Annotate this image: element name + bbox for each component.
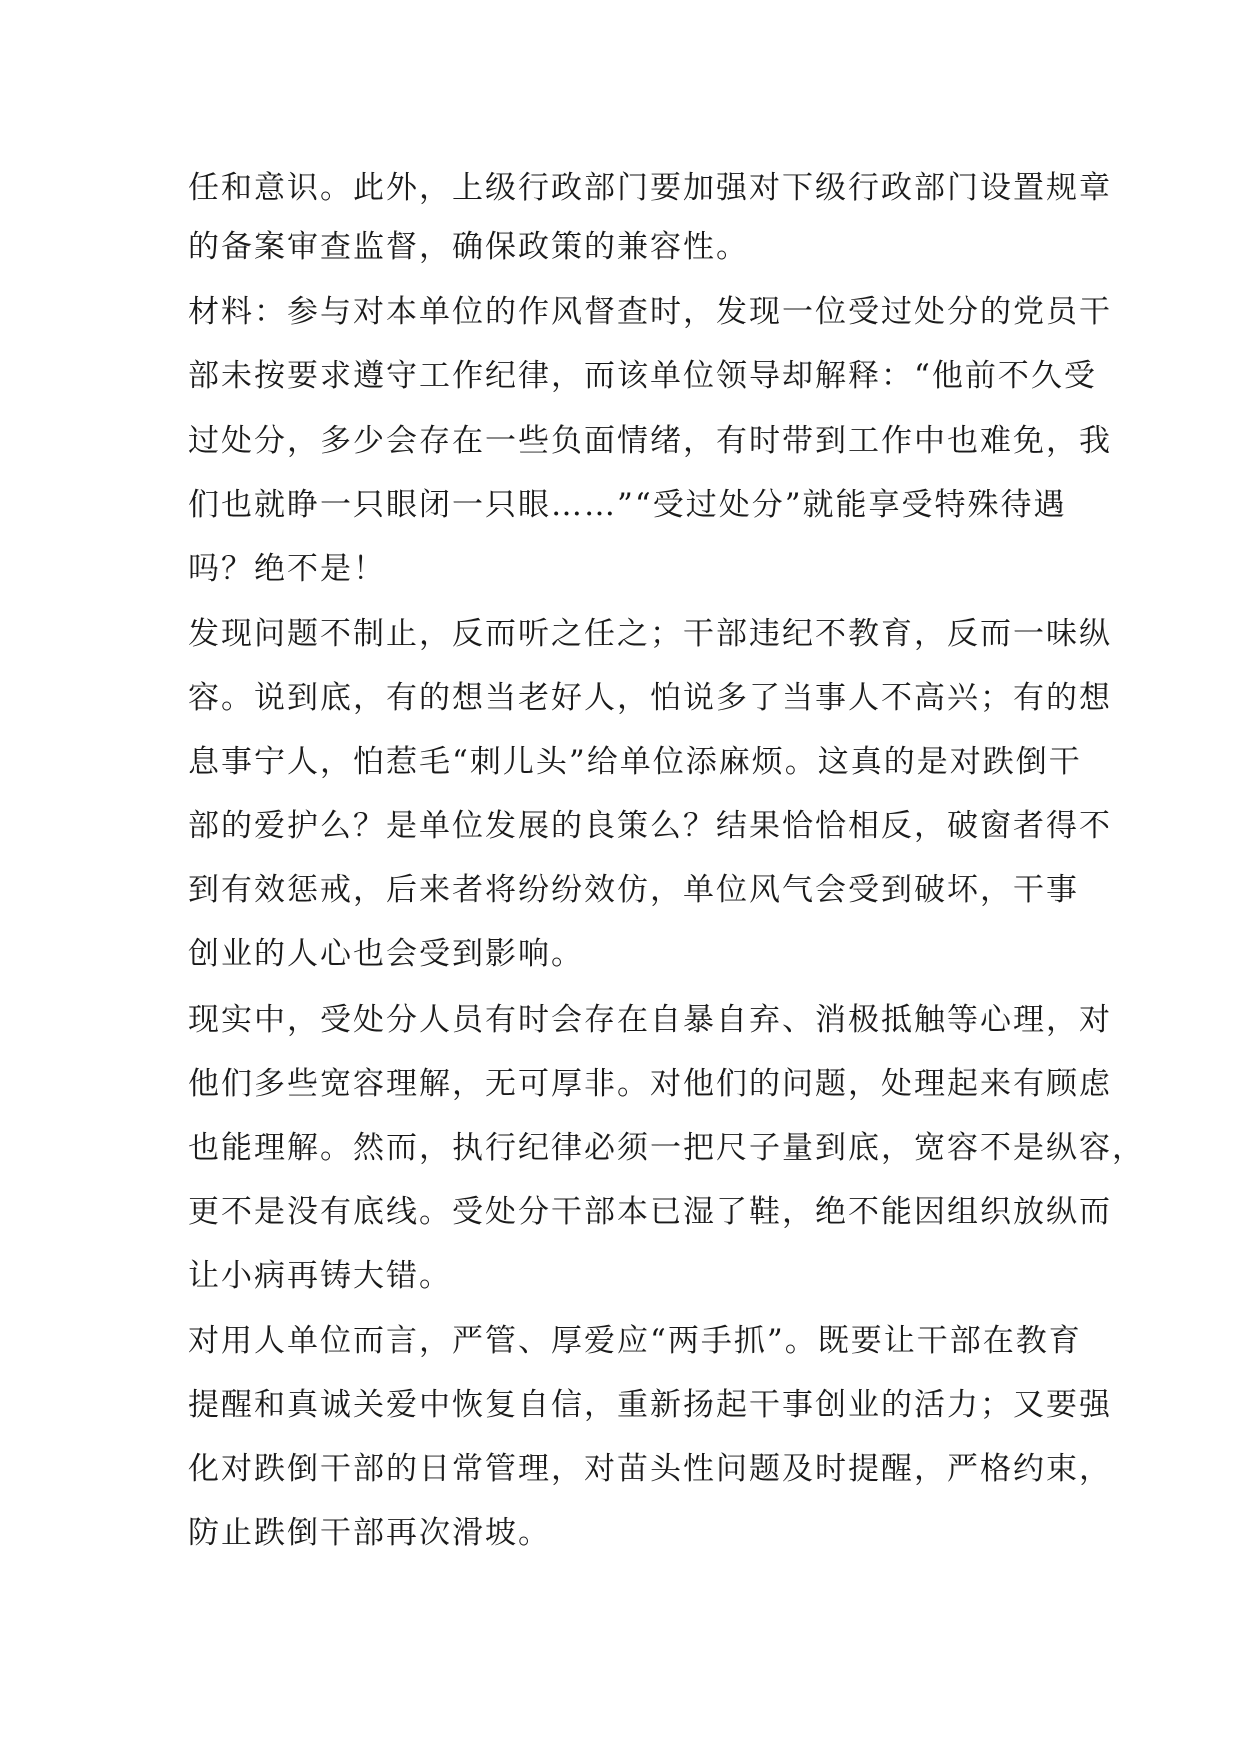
- text-line: 发现问题不制止，反而听之任之；干部违纪不教育，反而一味纵: [188, 616, 1112, 652]
- text-line: 创业的人心也会受到影响。: [188, 936, 584, 972]
- text-line: 提醒和真诚关爱中恢复自信，重新扬起干事创业的活力；又要强: [188, 1387, 1112, 1423]
- text-line: 防止跌倒干部再次滑坡。: [188, 1515, 551, 1551]
- text-line: 对用人单位而言，严管、厚爱应“两手抓”。既要让干部在教育: [188, 1323, 1082, 1359]
- text-line: 容。说到底，有的想当老好人，怕说多了当事人不高兴；有的想: [188, 680, 1112, 716]
- text-line: 现实中，受处分人员有时会存在自暴自弃、消极抵触等心理，对: [188, 1002, 1112, 1038]
- text-line: 息事宁人，怕惹毛“刺儿头”给单位添麻烦。这真的是对跌倒干: [188, 744, 1082, 780]
- text-line: 吗？绝不是！: [188, 551, 386, 587]
- text-line: 让小病再铸大错。: [188, 1258, 452, 1294]
- text-line: 更不是没有底线。受处分干部本已湿了鞋，绝不能因组织放纵而: [188, 1194, 1112, 1230]
- text-line: 到有效惩戒，后来者将纷纷效仿，单位风气会受到破坏，干事: [188, 872, 1079, 908]
- text-line: 部的爱护么？是单位发展的良策么？结果恰恰相反，破窗者得不: [188, 808, 1112, 844]
- text-line: 他们多些宽容理解，无可厚非。对他们的问题，处理起来有顾虑: [188, 1066, 1112, 1102]
- text-line: 也能理解。然而，执行纪律必须一把尺子量到底，宽容不是纵容，: [188, 1130, 1145, 1166]
- text-line: 化对跌倒干部的日常管理，对苗头性问题及时提醒，严格约束，: [188, 1451, 1112, 1487]
- text-line: 部未按要求遵守工作纪律，而该单位领导却解释：“他前不久受: [188, 358, 1097, 394]
- text-line: 过处分，多少会存在一些负面情绪，有时带到工作中也难免，我: [188, 423, 1112, 459]
- text-line: 材料：参与对本单位的作风督查时，发现一位受过处分的党员干: [188, 294, 1112, 330]
- text-line: 们也就睁一只眼闭一只眼……”“受过处分”就能享受特殊待遇: [188, 487, 1067, 523]
- text-line: 任和意识。此外，上级行政部门要加强对下级行政部门设置规章: [188, 170, 1112, 206]
- text-line: 的备案审查监督，确保政策的兼容性。: [188, 229, 749, 265]
